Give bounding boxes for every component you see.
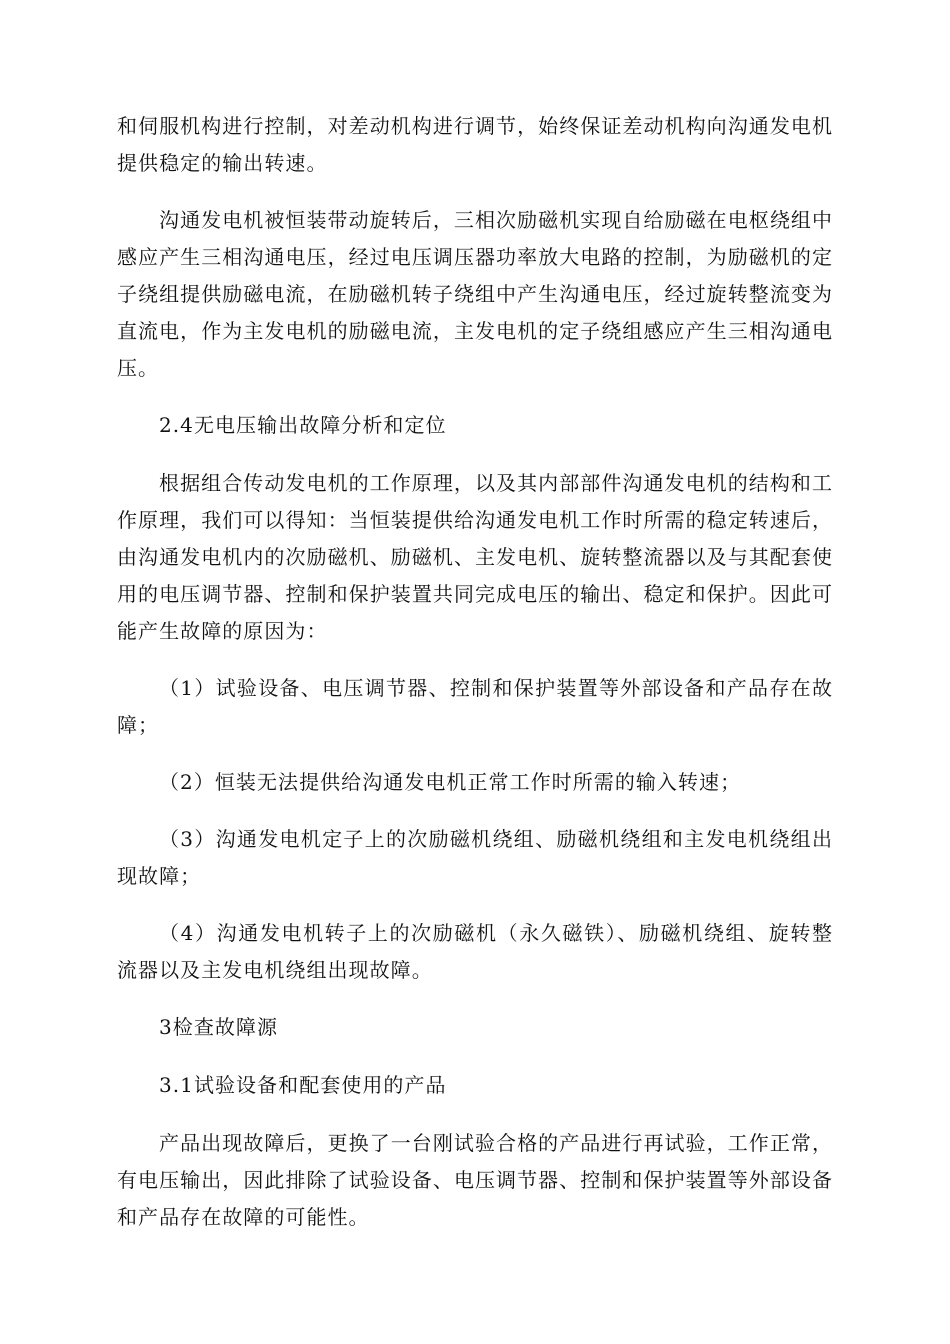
paragraph-equipment-check: 产品出现故障后，更换了一台刚试验合格的产品进行再试验，工作正常，有电压输出，因此排除了试验设备、电压调节器、控制和保护装置等外部设备和产品存在故障的可能性。 [117,1131,833,1229]
list-item-cause-2: （2）恒装无法提供给沟通发电机正常工作时所需的输入转速； [159,770,742,794]
list-item-cause-3: （3）沟通发电机定子上的次励磁机绕组、励磁机绕组和主发电机绕组出现故障； [117,827,833,888]
section-heading-3-1: 3.1试验设备和配套使用的产品 [159,1073,447,1097]
list-item-cause-1: （1）试验设备、电压调节器、控制和保护装置等外部设备和产品存在故障； [117,676,833,737]
list-item-cause-4: （4）沟通发电机转子上的次励磁机（永久磁铁）、励磁机绕组、旋转整流器以及主发电机绕组出现故障。 [117,921,833,982]
section-heading-2-4: 2.4无电压输出故障分析和定位 [159,413,447,437]
paragraph-continuation: 和伺服机构进行控制，对差动机构进行调节，始终保证差动机构向沟通发电机提供稳定的输出转速。 [117,114,833,175]
document-page [117,108,833,1256]
section-heading-3: 3检查故障源 [159,1015,279,1039]
paragraph-generator-principle: 沟通发电机被恒装带动旋转后，三相次励磁机实现自给励磁在电枢绕组中感应产生三相沟通电压，经过电压调压器功率放大电路的控制，为励磁机的定子绕组提供励磁电流，在励磁机转子绕组中产生沟通电压，经过旋转整流变为直流电，作为主发电机的励磁电流，主发电机的定子绕组感应产生三相沟通电压。 [117,208,833,380]
paragraph-fault-analysis: 根据组合传动发电机的工作原理，以及其内部部件沟通发电机的结构和工作原理，我们可以得知：当恒装提供给沟通发电机工作时所需的稳定转速后，由沟通发电机内的次励磁机、励磁机、主发电机、旋转整流器以及与其配套使用的电压调节器、控制和保护装置共同完成电压的输出、稳定和保护。因此可能产生故障的原因为： [117,471,833,643]
